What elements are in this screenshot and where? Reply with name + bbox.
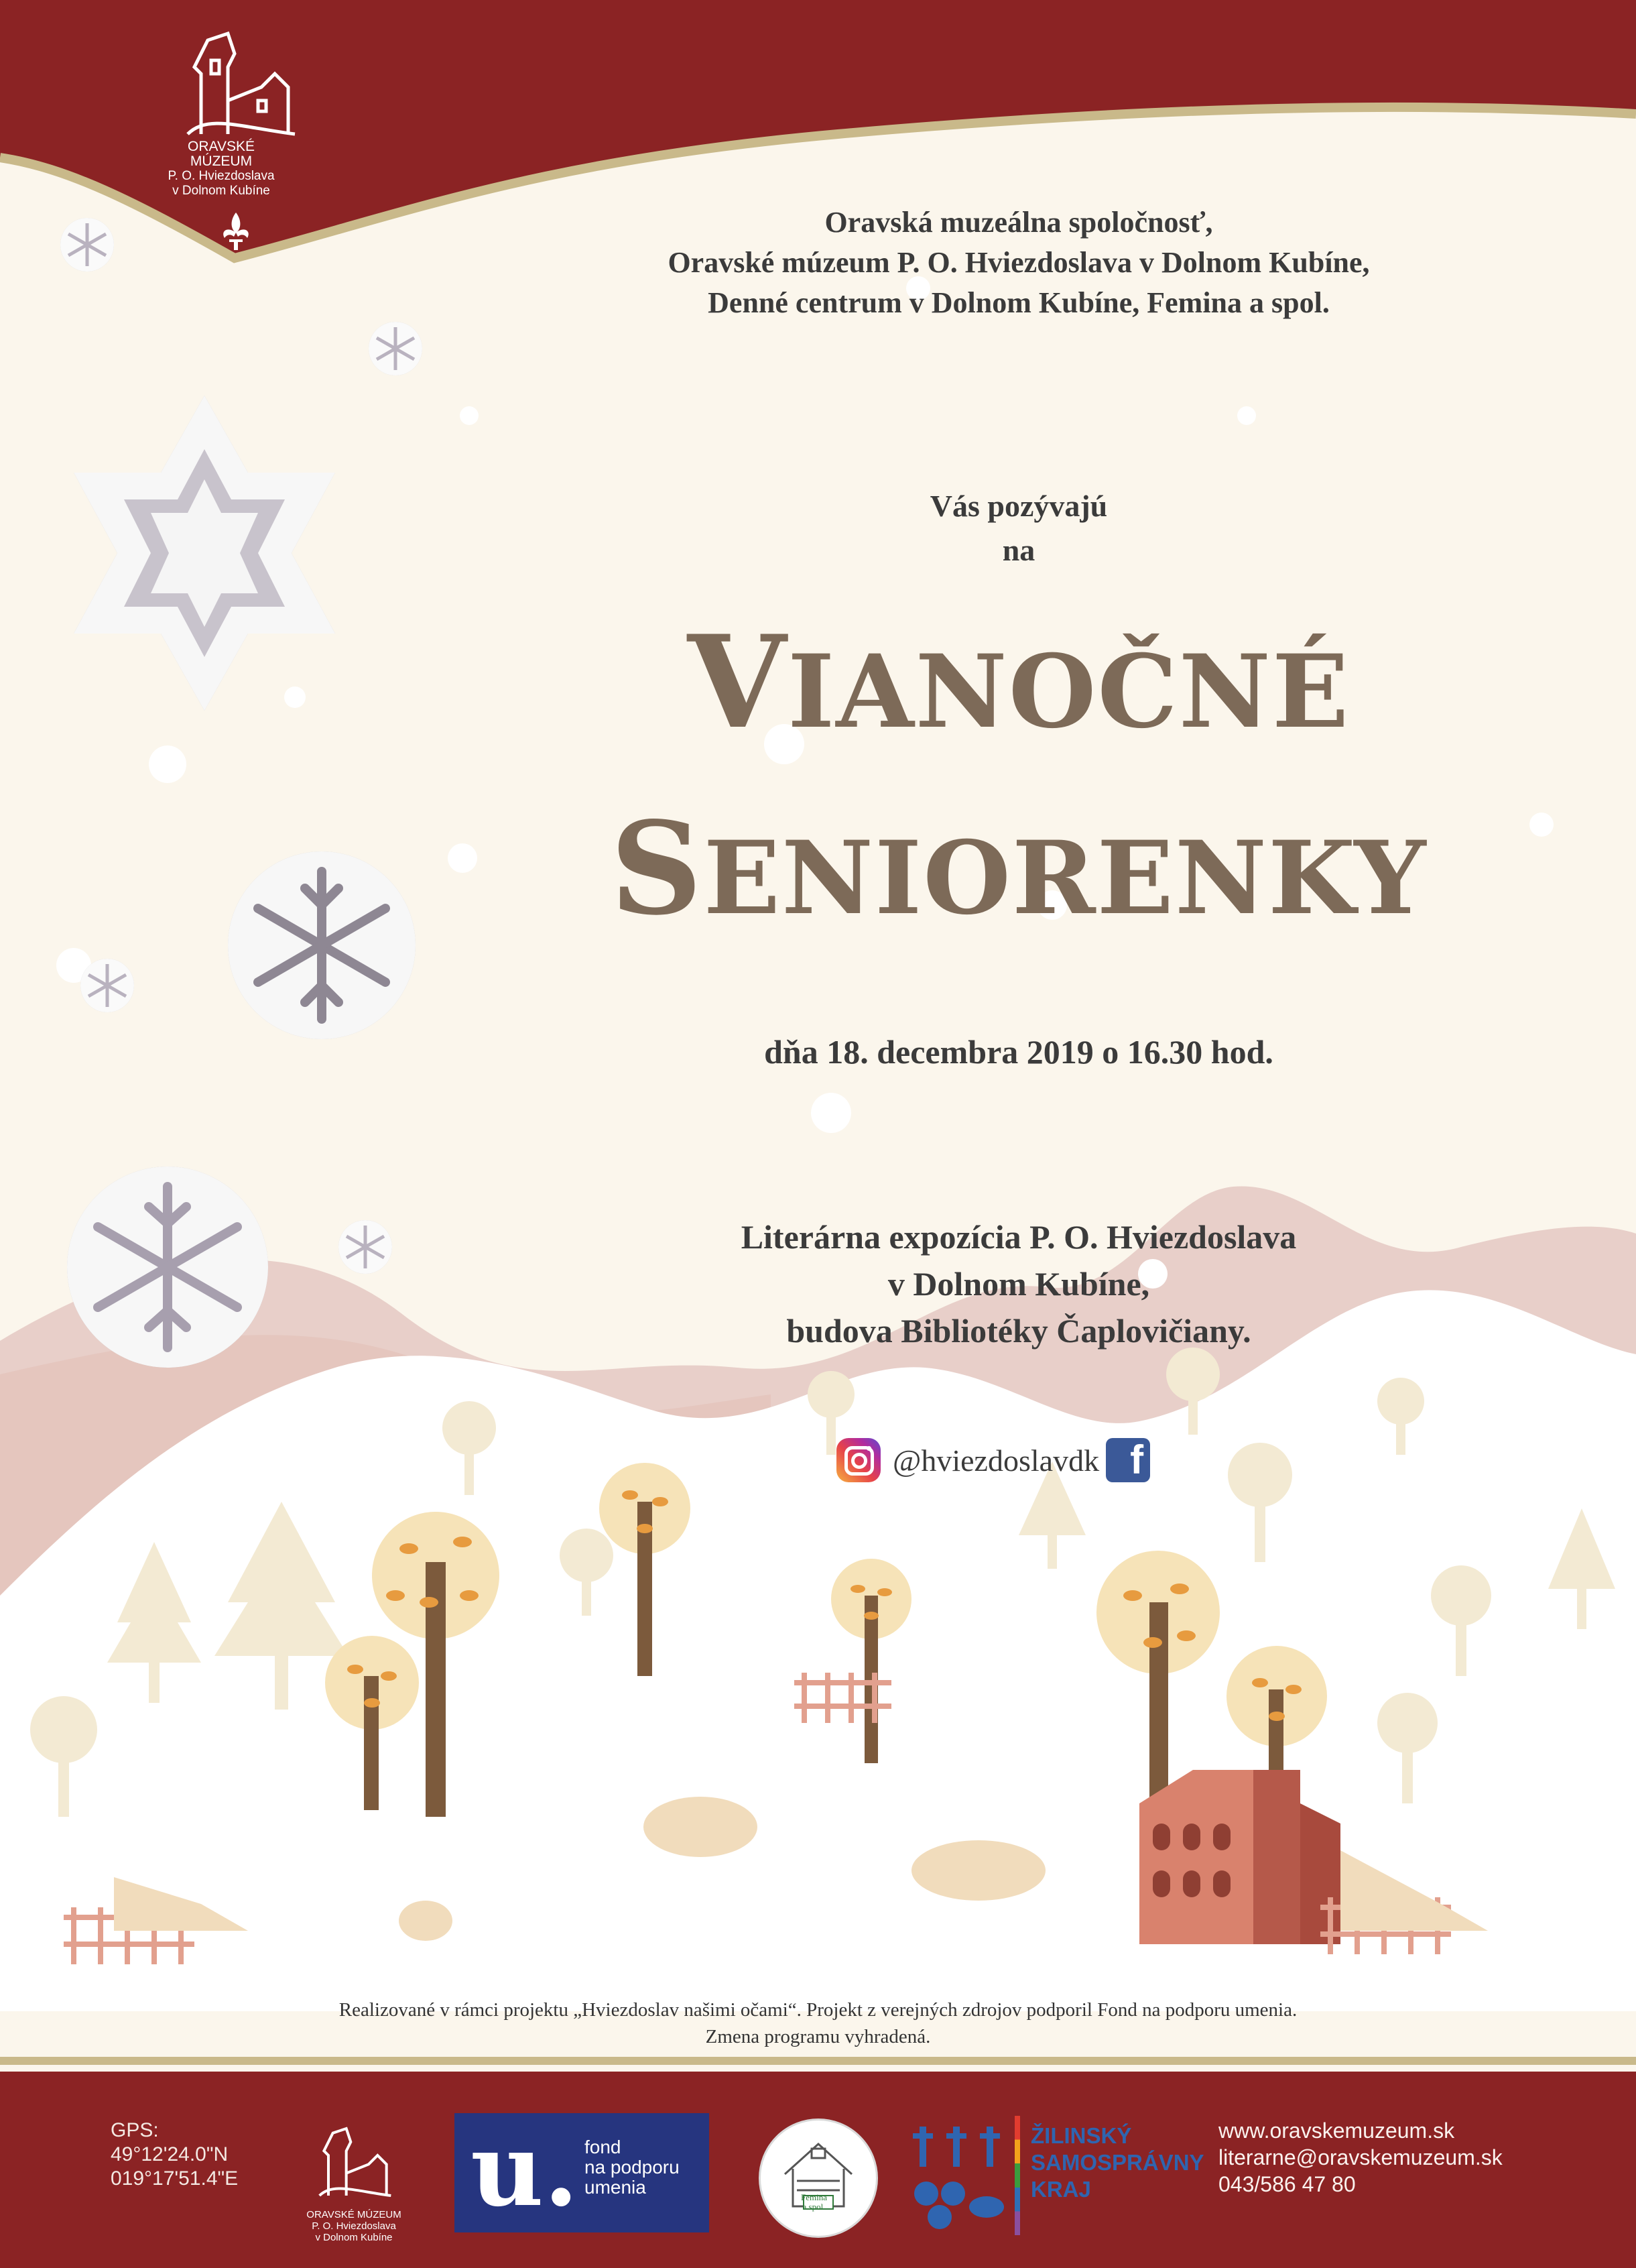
- star-decoration-icon: [54, 389, 362, 724]
- project-footnote: [134, 1996, 1502, 2050]
- social-links: [836, 1433, 1150, 1487]
- gps-label: GPS:: [111, 2119, 159, 2141]
- fnpu-text: [584, 2137, 680, 2198]
- organizer-line: Oravská muzeálna spoločnosť,: [824, 206, 1213, 239]
- logo-line-3: v Dolnom Kubíne: [172, 184, 270, 198]
- logo-line-1: ORAVSKÉ MÚZEUM: [306, 2209, 401, 2220]
- invite-line: Vás pozývajú: [930, 489, 1108, 523]
- castle-icon: [315, 2115, 395, 2209]
- zsk-line: KRAJ: [1031, 2177, 1091, 2202]
- facebook-icon[interactable]: f: [1106, 1438, 1150, 1482]
- venue-line: budova Bibliotéky Čaplovičiany.: [786, 1312, 1251, 1350]
- gps-longitude: 019°17'51.4"E: [111, 2167, 239, 2190]
- event-title-line-2: [469, 794, 1568, 945]
- contact-info: [1218, 2117, 1503, 2198]
- invite-line: na: [1002, 533, 1035, 567]
- small-snowflake-icon: [328, 1213, 402, 1280]
- footer-logo-text: [300, 2209, 407, 2243]
- instagram-icon[interactable]: [836, 1438, 881, 1482]
- femina-line: a spol.: [802, 2202, 826, 2212]
- gps-coordinates: [111, 2118, 238, 2191]
- footnote-line: Zmena programu vyhradená.: [705, 2026, 931, 2047]
- title-rest: ENIORENKY: [703, 819, 1428, 937]
- footnote-line: Realizované v rámci projektu „Hviezdoslav našimi očami“. Projekt z verejných zdrojov podporil Fond na podporu umenia.: [338, 1999, 1298, 2021]
- footer-gold-line: [0, 2054, 1636, 2068]
- logo-line-2: P. O. Hviezdoslava: [168, 169, 275, 183]
- coat-of-arms-icon: [913, 2120, 1007, 2234]
- fnpu-line: umenia: [584, 2177, 646, 2198]
- zsk-text: [1031, 2123, 1204, 2203]
- castle-icon: [181, 27, 302, 141]
- website-link[interactable]: www.oravskemuzeum.sk: [1218, 2118, 1455, 2143]
- phone-number: 043/586 47 80: [1218, 2172, 1356, 2196]
- snowflake-decoration-icon: [40, 1146, 295, 1388]
- organizer-line: Denné centrum v Dolnom Kubíne, Femina a spol.: [708, 286, 1330, 319]
- title-initial: S: [610, 794, 704, 943]
- title-rest: IANOČNÉ: [788, 633, 1350, 751]
- small-snowflake-icon: [359, 315, 432, 382]
- femina-logo: [759, 2118, 878, 2238]
- event-venue: [469, 1213, 1568, 1354]
- zsk-line: SAMOSPRÁVNY: [1031, 2150, 1204, 2175]
- fnpu-line: fond: [584, 2137, 621, 2157]
- zsk-line: ŽILINSKÝ: [1031, 2123, 1132, 2148]
- zilinsky-kraj-logo: [913, 2113, 1204, 2241]
- social-handle[interactable]: @hviezdoslavdk: [893, 1443, 1100, 1478]
- venue-line: Literárna expozícia P. O. Hviezdoslava: [741, 1218, 1297, 1256]
- color-bars: [1015, 2116, 1020, 2235]
- small-snowflake-icon: [70, 952, 144, 1019]
- femina-label: [801, 2193, 827, 2212]
- museum-logo-text: [161, 139, 281, 198]
- title-initial: V: [687, 607, 788, 757]
- invite-text: [469, 484, 1568, 573]
- femina-line: Femina: [801, 2192, 827, 2202]
- organizers-text: [469, 202, 1568, 323]
- logo-line-1: ORAVSKÉ MÚZEUM: [188, 139, 255, 169]
- event-title-line-1: [469, 607, 1568, 759]
- fleur-de-lis-icon: [219, 211, 253, 251]
- event-date: dňa 18. decembra 2019 o 16.30 hod.: [764, 1033, 1273, 1071]
- organizer-line: Oravské múzeum P. O. Hviezdoslava v Dolnom Kubíne,: [668, 246, 1370, 279]
- small-snowflake-icon: [50, 211, 124, 278]
- snowflake-decoration-icon: [208, 831, 436, 1059]
- logo-line-2: P. O. Hviezdoslava: [312, 2220, 396, 2232]
- email-link[interactable]: literarne@oravskemuzeum.sk: [1218, 2145, 1503, 2169]
- gps-latitude: 49°12'24.0"N: [111, 2143, 229, 2165]
- fnpu-mark: u.: [470, 2111, 579, 2229]
- logo-line-3: v Dolnom Kubíne: [315, 2232, 393, 2243]
- fnpu-logo: [454, 2113, 709, 2232]
- venue-line: v Dolnom Kubíne,: [887, 1265, 1150, 1303]
- fnpu-line: na podporu: [584, 2157, 680, 2177]
